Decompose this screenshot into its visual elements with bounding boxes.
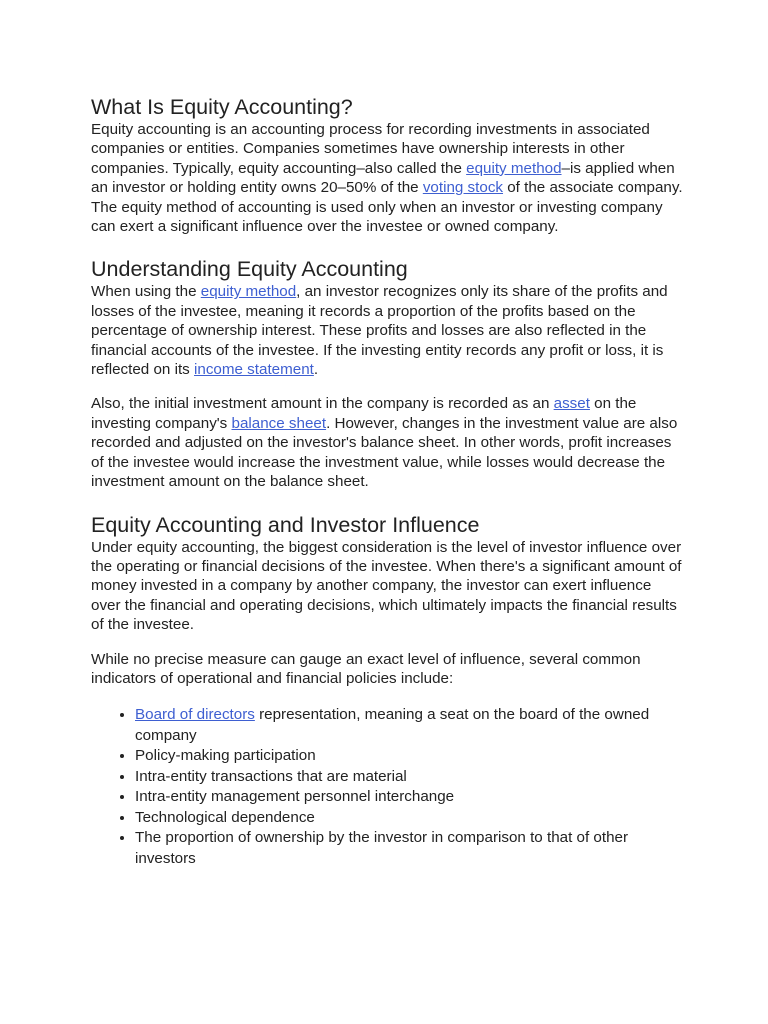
- paragraph-text: on the investing company's: [91, 395, 637, 432]
- list-item-text: representation, meaning a seat on the board of the owned company: [135, 706, 650, 744]
- paragraph-text: .: [313, 361, 319, 379]
- paragraph: While no precise measure can gauge an exact level of influence, several common indicators of operational and financial policies include:: [91, 650, 641, 687]
- paragraph-text: When using the: [91, 283, 201, 301]
- paragraph-text: Equity accounting is an accounting process for recording investments in associated companies or entities. Companies sometimes have ownership interests in other companies. Typically, equity accounting–also called the: [91, 121, 650, 177]
- list-item: • The proportion of ownership by the investor in comparison to that of other investors: [135, 828, 683, 869]
- paragraph-text: –is applied when an investor or holding entity owns 20–50% of the: [91, 159, 675, 197]
- board-of-directors-link[interactable]: Board of directors: [135, 706, 255, 724]
- section-heading: Equity Accounting and Investor Influence: [91, 512, 480, 537]
- asset-link[interactable]: asset: [553, 395, 590, 413]
- paragraph-text: . However, changes in the investment value are also recorded and adjusted on the investor's balance sheet. In other words, profit increases of the investee would increase the investment value, while losses would decrease the investment amount on the balance sheet.: [91, 414, 678, 491]
- article: [91, 94, 683, 869]
- paragraph: [91, 282, 683, 379]
- list-item: • Policy-making participation: [135, 746, 683, 767]
- influence-indicators-list: [91, 705, 683, 869]
- paragraph-text: of the associate company. The equity method of accounting is used only when an investor or investing company can exert a significant influence over the investee or owned company.: [91, 179, 683, 236]
- voting-stock-link[interactable]: voting stock: [422, 179, 504, 197]
- section-heading: Understanding Equity Accounting: [91, 257, 408, 282]
- list-item: • Technological dependence: [135, 808, 683, 829]
- list-item: [135, 705, 683, 746]
- equity-method-link[interactable]: equity method: [200, 283, 297, 301]
- list-item: • Intra-entity management personnel interchange: [135, 787, 683, 808]
- paragraph: [91, 120, 683, 236]
- paragraph: Under equity accounting, the biggest consideration is the level of investor influence over the operating or financial decisions of the investee. When there's a significant amount of money invested in a company by another company, the investor can exert influence over the financial and operating decisions, which ultimately impacts the financial results of the investee.: [91, 538, 682, 634]
- equity-method-link[interactable]: equity method: [466, 159, 562, 177]
- balance-sheet-link[interactable]: balance sheet: [231, 414, 327, 432]
- paragraph-text: Also, the initial investment amount in the company is recorded as an: [91, 395, 554, 413]
- paragraph: [91, 394, 683, 491]
- income-statement-link[interactable]: income statement: [194, 361, 314, 379]
- list-item: • Intra-entity transactions that are material: [135, 767, 683, 788]
- paragraph-text: , an investor recognizes only its share of the profits and losses of the investee, meaning it records a proportion of the profits based on the percentage of ownership interest. These profits and losses are also reflected in the financial accounts of the investee. If the investing entity records any profit or loss, it is reflected on its: [91, 283, 668, 379]
- section-heading: What Is Equity Accounting?: [91, 95, 353, 119]
